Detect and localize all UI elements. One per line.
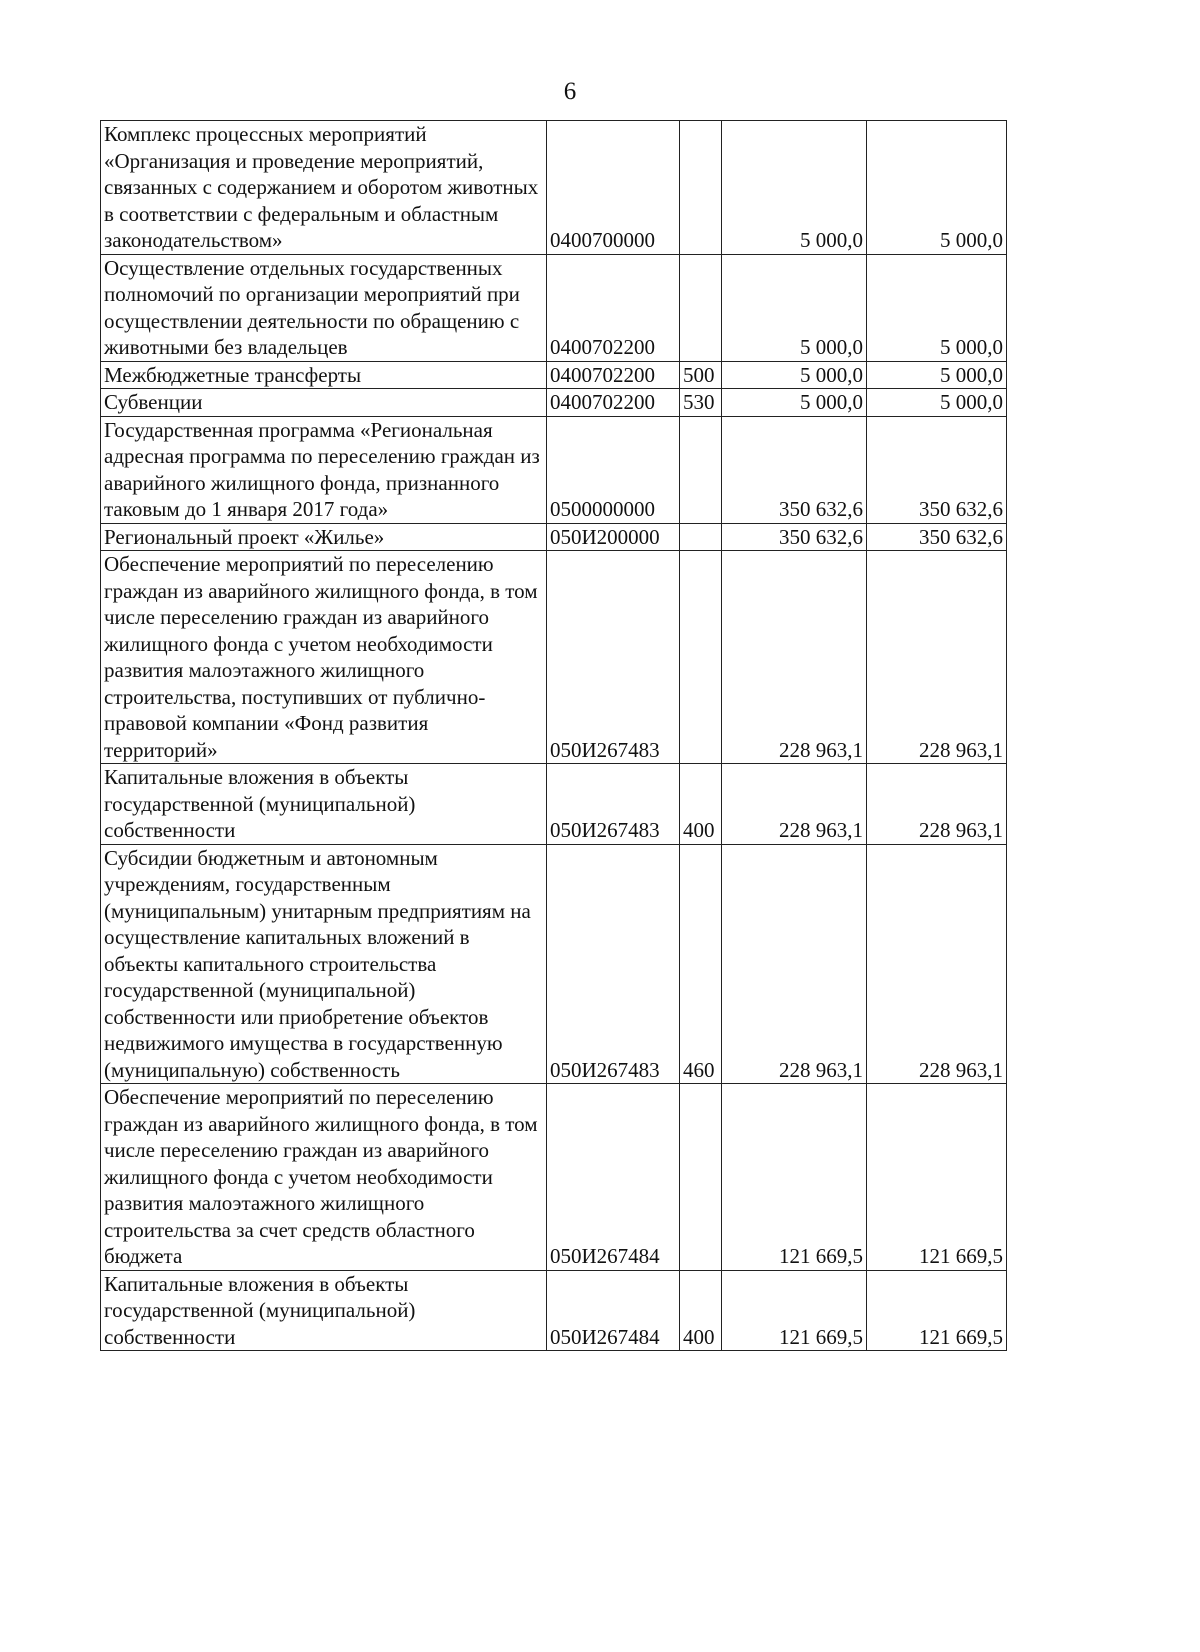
target-code-cell: 050И200000 bbox=[547, 523, 680, 551]
item-name-cell: Межбюджетные трансферты bbox=[101, 361, 547, 389]
expense-type-cell bbox=[680, 1084, 722, 1271]
item-name-cell: Обеспечение мероприятий по переселению граждан из аварийного жилищного фонда, в том числе переселению граждан из аварийного жилищного фонда с учетом необходимости развития малоэтажного жилищного строительства за счет средств областного бюджета bbox=[101, 1084, 547, 1271]
expense-type-cell: 400 bbox=[680, 764, 722, 845]
amount-1-cell: 121 669,5 bbox=[722, 1084, 867, 1271]
amount-2-cell: 121 669,5 bbox=[867, 1270, 1007, 1351]
expense-type-cell: 400 bbox=[680, 1270, 722, 1351]
amount-1-cell: 121 669,5 bbox=[722, 1270, 867, 1351]
table-row bbox=[101, 121, 1007, 255]
item-name-cell: Субвенции bbox=[101, 389, 547, 417]
amount-2-cell: 228 963,1 bbox=[867, 764, 1007, 845]
expense-type-cell: 530 bbox=[680, 389, 722, 417]
amount-2-cell: 5 000,0 bbox=[867, 121, 1007, 255]
page-number: 6 bbox=[563, 78, 577, 105]
amount-1-cell: 5 000,0 bbox=[722, 389, 867, 417]
amount-2-cell: 5 000,0 bbox=[867, 254, 1007, 361]
item-name-cell: Региональный проект «Жилье» bbox=[101, 523, 547, 551]
target-code-cell: 050И267483 bbox=[547, 764, 680, 845]
amount-2-cell: 121 669,5 bbox=[867, 1084, 1007, 1271]
target-code-cell: 0400702200 bbox=[547, 254, 680, 361]
table-row bbox=[101, 389, 1007, 417]
table-row bbox=[101, 551, 1007, 764]
target-code-cell: 0500000000 bbox=[547, 416, 680, 523]
amount-1-cell: 228 963,1 bbox=[722, 551, 867, 764]
amount-1-cell: 228 963,1 bbox=[722, 764, 867, 845]
item-name-cell: Капитальные вложения в объекты государственной (муниципальной) собственности bbox=[101, 764, 547, 845]
table-row bbox=[101, 1084, 1007, 1271]
table-row bbox=[101, 764, 1007, 845]
target-code-cell: 050И267484 bbox=[547, 1270, 680, 1351]
expense-type-cell: 500 bbox=[680, 361, 722, 389]
target-code-cell: 050И267483 bbox=[547, 551, 680, 764]
item-name-cell: Государственная программа «Региональная адресная программа по переселению граждан из аварийного жилищного фонда, признанного таковым до 1 января 2017 года» bbox=[101, 416, 547, 523]
table-row bbox=[101, 254, 1007, 361]
amount-1-cell: 5 000,0 bbox=[722, 361, 867, 389]
table-row bbox=[101, 416, 1007, 523]
amount-1-cell: 5 000,0 bbox=[722, 254, 867, 361]
table-row bbox=[101, 1270, 1007, 1351]
amount-1-cell: 5 000,0 bbox=[722, 121, 867, 255]
amount-2-cell: 350 632,6 bbox=[867, 416, 1007, 523]
amount-1-cell: 350 632,6 bbox=[722, 416, 867, 523]
expense-type-cell bbox=[680, 121, 722, 255]
amount-2-cell: 5 000,0 bbox=[867, 389, 1007, 417]
item-name-cell: Комплекс процессных мероприятий «Организация и проведение мероприятий, связанных с содержанием и оборотом животных в соответствии с федеральным и областным законодательством» bbox=[101, 121, 547, 255]
expense-type-cell bbox=[680, 416, 722, 523]
item-name-cell: Субсидии бюджетным и автономным учреждениям, государственным (муниципальным) унитарным предприятиям на осуществление капитальных вложений в объекты капитального строительства государственной (муниципальной) собственности или приобретение объектов недвижимого имущества в государственную (муниципальную) собственность bbox=[101, 844, 547, 1084]
amount-2-cell: 228 963,1 bbox=[867, 844, 1007, 1084]
target-code-cell: 0400702200 bbox=[547, 361, 680, 389]
expense-type-cell bbox=[680, 551, 722, 764]
amount-1-cell: 228 963,1 bbox=[722, 844, 867, 1084]
target-code-cell: 0400702200 bbox=[547, 389, 680, 417]
expense-type-cell bbox=[680, 254, 722, 361]
expense-type-cell bbox=[680, 523, 722, 551]
budget-table bbox=[100, 120, 1007, 1351]
amount-2-cell: 228 963,1 bbox=[867, 551, 1007, 764]
table-row bbox=[101, 361, 1007, 389]
table-row bbox=[101, 844, 1007, 1084]
table-row bbox=[101, 523, 1007, 551]
amount-2-cell: 350 632,6 bbox=[867, 523, 1007, 551]
amount-2-cell: 5 000,0 bbox=[867, 361, 1007, 389]
item-name-cell: Обеспечение мероприятий по переселению граждан из аварийного жилищного фонда, в том числе переселению граждан из аварийного жилищного фонда с учетом необходимости развития малоэтажного жилищного строительства, поступивших от публично-правовой компании «Фонд развития территорий» bbox=[101, 551, 547, 764]
target-code-cell: 050И267484 bbox=[547, 1084, 680, 1271]
expense-type-cell: 460 bbox=[680, 844, 722, 1084]
item-name-cell: Капитальные вложения в объекты государственной (муниципальной) собственности bbox=[101, 1270, 547, 1351]
target-code-cell: 0400700000 bbox=[547, 121, 680, 255]
amount-1-cell: 350 632,6 bbox=[722, 523, 867, 551]
item-name-cell: Осуществление отдельных государственных полномочий по организации мероприятий при осуществлении деятельности по обращению с животными без владельцев bbox=[101, 254, 547, 361]
target-code-cell: 050И267483 bbox=[547, 844, 680, 1084]
